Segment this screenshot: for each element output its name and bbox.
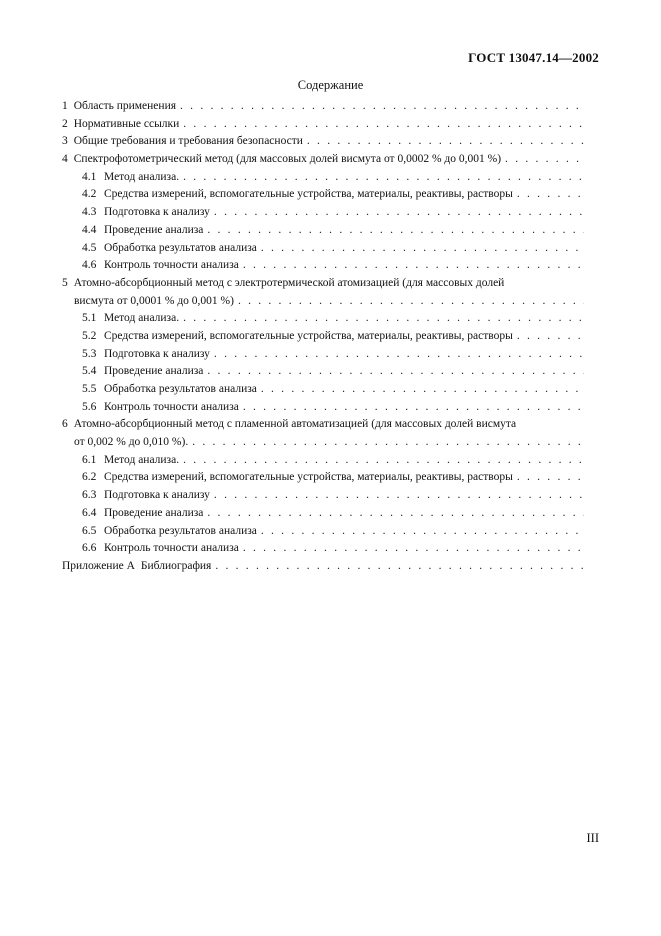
toc-entry bbox=[62, 118, 584, 136]
toc-entry-text: Общие требования и требования безопасности bbox=[73, 135, 303, 148]
leader-dots bbox=[261, 525, 584, 537]
toc-entry-text: Атомно-абсорбционный метод с пламенной автоматизацией (для массовых долей висмута bbox=[73, 418, 517, 431]
toc-entry-text: Подготовка к анализу bbox=[104, 206, 210, 219]
toc-entry bbox=[62, 188, 584, 206]
toc-entry-number: 5.1 bbox=[82, 312, 97, 325]
toc-entry-text: Средства измерений, вспомогательные устройства, материалы, реактивы, растворы bbox=[104, 471, 513, 484]
leader-dots bbox=[180, 100, 584, 112]
toc-entry bbox=[62, 365, 584, 383]
toc-entry bbox=[62, 383, 584, 401]
leader-dots bbox=[238, 295, 584, 307]
table-of-contents bbox=[62, 100, 584, 578]
toc-entry bbox=[62, 277, 584, 295]
toc-entry bbox=[62, 242, 584, 260]
toc-entry-number: 2 bbox=[62, 117, 68, 130]
toc-entry bbox=[62, 560, 584, 578]
leader-dots bbox=[261, 383, 584, 395]
toc-entry-number: 5.6 bbox=[82, 400, 97, 413]
toc-entry-text: Контроль точности анализа bbox=[104, 542, 239, 555]
toc-entry bbox=[62, 418, 584, 436]
leader-dots bbox=[214, 206, 584, 218]
leader-dots bbox=[505, 153, 584, 165]
toc-entry-number: 4.1 bbox=[82, 170, 97, 183]
toc-entry-text: Контроль точности анализа bbox=[104, 259, 239, 272]
leader-dots bbox=[192, 436, 584, 448]
leader-dots bbox=[243, 401, 584, 413]
toc-entry bbox=[62, 259, 584, 277]
toc-entry bbox=[62, 295, 584, 313]
toc-entry-text: Область применения bbox=[73, 100, 177, 112]
toc-entry bbox=[62, 471, 584, 489]
toc-entry-number: 6 bbox=[62, 418, 68, 431]
toc-entry-number: 6.1 bbox=[82, 453, 97, 466]
toc-entry-number: 4.5 bbox=[82, 241, 97, 254]
toc-entry-number: 6.6 bbox=[82, 542, 97, 555]
toc-entry bbox=[62, 224, 584, 242]
leader-dots bbox=[261, 242, 584, 254]
toc-entry-number: 5.5 bbox=[82, 383, 97, 395]
toc-entry bbox=[62, 330, 584, 348]
toc-entry bbox=[62, 312, 584, 330]
leader-dots bbox=[214, 348, 584, 360]
toc-entry bbox=[62, 153, 584, 171]
leader-dots bbox=[183, 312, 584, 324]
toc-entry bbox=[62, 507, 584, 525]
leader-dots bbox=[183, 171, 584, 183]
toc-entry-text: Атомно-абсорбционный метод с электротермической атомизацией (для массовых долей bbox=[73, 276, 505, 289]
toc-entry bbox=[62, 135, 584, 153]
toc-entry bbox=[62, 489, 584, 507]
leader-dots bbox=[207, 224, 584, 236]
toc-entry-text: Проведение анализа bbox=[104, 506, 204, 519]
toc-entry bbox=[62, 206, 584, 224]
toc-entry-text: Метод анализа. bbox=[104, 312, 180, 325]
toc-entry-text: Подготовка к анализу bbox=[104, 489, 210, 502]
toc-entry-continuation: от 0,002 % до 0,010 %). bbox=[74, 436, 189, 449]
document-code: ГОСТ 13047.14—2002 bbox=[468, 50, 599, 65]
toc-entry-text: Обработка результатов анализа bbox=[104, 383, 257, 395]
toc-entry-text: Средства измерений, вспомогательные устройства, материалы, реактивы, растворы bbox=[104, 188, 513, 201]
toc-entry-number: 5.2 bbox=[82, 329, 97, 342]
toc-entry bbox=[62, 100, 584, 118]
toc-entry bbox=[62, 436, 584, 454]
toc-entry bbox=[62, 454, 584, 472]
toc-entry-number: 4.4 bbox=[82, 223, 97, 236]
toc-entry-text: Проведение анализа bbox=[104, 223, 204, 236]
leader-dots bbox=[207, 365, 584, 377]
leader-dots bbox=[215, 560, 584, 572]
leader-dots bbox=[517, 330, 584, 342]
toc-entry-text: Обработка результатов анализа bbox=[104, 241, 257, 254]
toc-entry-number: 4.3 bbox=[82, 206, 97, 219]
toc-entry-text: Нормативные ссылки bbox=[73, 117, 180, 130]
leader-dots bbox=[307, 135, 584, 147]
toc-entry-number: 4.6 bbox=[82, 259, 97, 272]
toc-entry-number: 6.2 bbox=[82, 471, 97, 484]
leader-dots bbox=[183, 454, 584, 466]
page-number: III bbox=[586, 831, 599, 845]
toc-entry-text: Проведение анализа bbox=[104, 365, 204, 378]
toc-entry bbox=[62, 348, 584, 366]
toc-entry-number: 6.5 bbox=[82, 524, 97, 537]
toc-entry-number: 4.2 bbox=[82, 188, 97, 201]
toc-entry-text: Библиография bbox=[140, 559, 212, 572]
toc-entry-number: 3 bbox=[62, 135, 68, 148]
toc-entry-number: 5.3 bbox=[82, 347, 97, 360]
toc-entry bbox=[62, 525, 584, 543]
toc-entry bbox=[62, 171, 584, 189]
leader-dots bbox=[517, 188, 584, 200]
toc-entry-text: Спектрофотометрический метод (для массовых долей висмута от 0,0002 % до 0,001 %) bbox=[73, 153, 502, 166]
leader-dots bbox=[207, 507, 584, 519]
toc-entry bbox=[62, 401, 584, 419]
toc-entry-number: 1 bbox=[62, 100, 68, 112]
toc-entry-text: Обработка результатов анализа bbox=[104, 524, 257, 537]
toc-title: Содержание bbox=[297, 78, 364, 92]
toc-entry-number: 4 bbox=[62, 153, 68, 166]
toc-entry-number: 6.3 bbox=[82, 489, 97, 502]
leader-dots bbox=[214, 489, 584, 501]
toc-entry-number: 5.4 bbox=[82, 365, 97, 378]
leader-dots bbox=[243, 259, 584, 271]
toc-entry-number: Приложение А bbox=[62, 559, 135, 572]
toc-entry-text: Подготовка к анализу bbox=[104, 347, 210, 360]
toc-entry-text: Метод анализа. bbox=[104, 170, 180, 183]
leader-dots bbox=[183, 118, 584, 130]
toc-entry bbox=[62, 542, 584, 560]
toc-entry-continuation: висмута от 0,0001 % до 0,001 %) bbox=[74, 294, 234, 307]
leader-dots bbox=[517, 471, 584, 483]
toc-entry-text: Метод анализа. bbox=[104, 453, 180, 466]
toc-entry-text: Контроль точности анализа bbox=[104, 400, 239, 413]
toc-entry-number: 5 bbox=[62, 276, 68, 289]
toc-entry-number: 6.4 bbox=[82, 506, 97, 519]
toc-entry-text: Средства измерений, вспомогательные устройства, материалы, реактивы, растворы bbox=[104, 329, 513, 342]
leader-dots bbox=[243, 542, 584, 554]
